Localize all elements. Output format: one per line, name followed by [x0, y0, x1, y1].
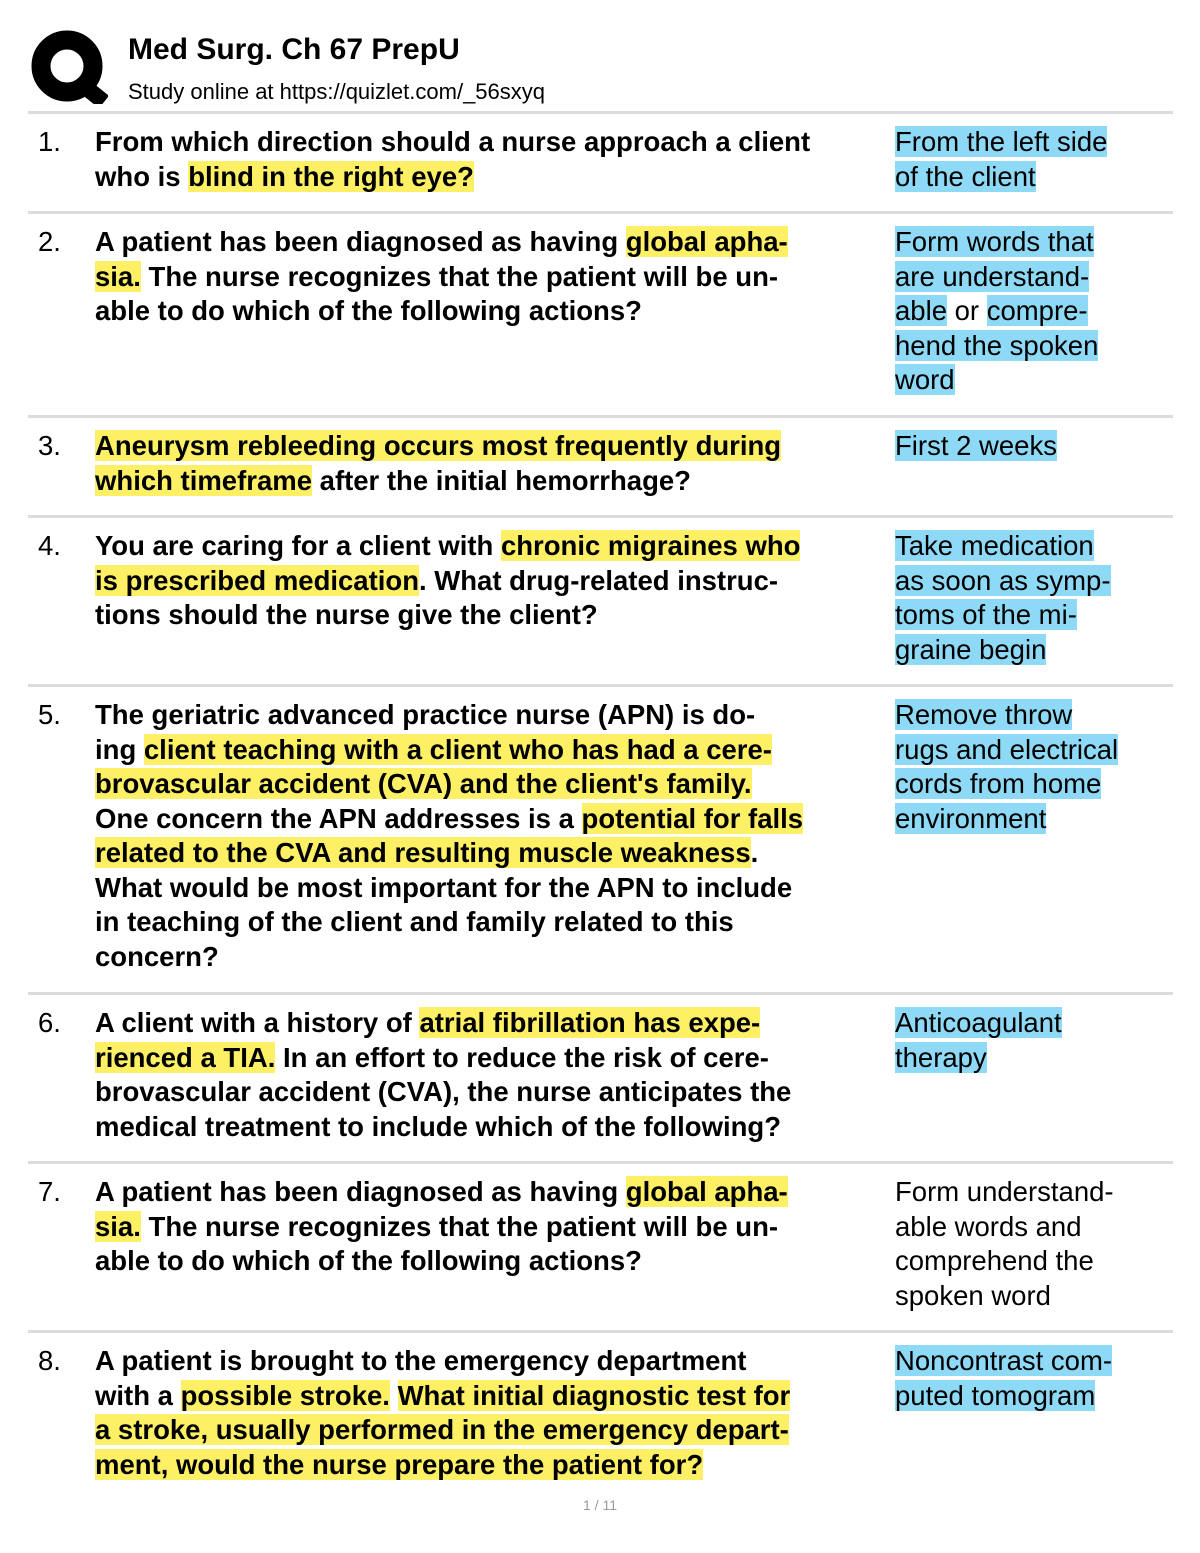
- highlighted-text: Take medication: [895, 530, 1094, 561]
- text-segment: A patient has been diagnosed as having: [95, 1176, 626, 1207]
- divider: [28, 111, 1173, 114]
- card-answer: [895, 1175, 1180, 1313]
- answer-line: [895, 363, 1180, 398]
- answer-line: [895, 1210, 1180, 1245]
- divider: [28, 1161, 1173, 1164]
- divider: [28, 211, 1173, 214]
- question-line: [95, 1210, 895, 1245]
- highlighted-text: are understand-: [895, 260, 1090, 292]
- highlighted-text: therapy: [895, 1041, 987, 1073]
- divider: [28, 1330, 1173, 1333]
- text-segment: medical treatment to include which of the following?: [95, 1110, 782, 1142]
- page-header: [30, 28, 1172, 108]
- highlighted-text: able: [895, 295, 947, 326]
- card-number: 7.: [38, 1176, 61, 1207]
- question-line: [95, 1041, 895, 1076]
- card-answer: [895, 698, 1180, 836]
- card-number: 8.: [38, 1345, 61, 1376]
- highlighted-text: First 2 weeks: [895, 430, 1057, 461]
- answer-line: [895, 1041, 1180, 1076]
- question-line: [95, 1006, 895, 1041]
- question-line: [95, 698, 895, 733]
- highlighted-text: global apha-: [625, 1176, 788, 1207]
- question-line: [95, 294, 895, 329]
- text-segment: able to do which of the following actions?: [95, 295, 642, 326]
- answer-line: [895, 125, 1180, 160]
- quizlet-logo-icon: [30, 28, 108, 104]
- highlighted-text: as soon as symp-: [895, 564, 1111, 596]
- text-segment: tions should the nurse give the client?: [95, 599, 598, 630]
- highlighted-text: puted tomogram: [895, 1379, 1096, 1411]
- answer-line: [895, 1344, 1180, 1379]
- answer-line: [895, 225, 1180, 260]
- text-segment: after the initial hemorrhage?: [312, 464, 691, 496]
- question-line: [95, 125, 895, 160]
- question-line: [95, 429, 895, 464]
- card-question: [95, 1344, 895, 1482]
- answer-line: [895, 698, 1180, 733]
- answer-line: [895, 160, 1180, 195]
- text-segment: brovascular accident (CVA), the nurse anticipates the: [95, 1076, 792, 1107]
- highlighted-text: ment, would the nurse prepare the patient for?: [95, 1448, 704, 1480]
- text-segment: One concern the APN addresses is a: [95, 802, 582, 834]
- question-line: [95, 1448, 895, 1483]
- divider: [28, 415, 1173, 418]
- card-number: 2.: [38, 226, 61, 257]
- answer-line: [895, 329, 1180, 364]
- answer-line: [895, 733, 1180, 768]
- highlighted-text: cords from home: [895, 768, 1102, 799]
- answer-line: [895, 1244, 1180, 1279]
- answer-line: [895, 767, 1180, 802]
- text-segment: Form understand-: [895, 1176, 1114, 1207]
- divider: [28, 515, 1173, 518]
- highlighted-text: Remove throw: [895, 699, 1073, 730]
- text-segment: What would be most important for the APN to include: [95, 871, 793, 903]
- highlighted-text: global apha-: [625, 226, 788, 257]
- card-number: 6.: [38, 1007, 61, 1038]
- question-line: [95, 1075, 895, 1110]
- question-line: [95, 1110, 895, 1145]
- answer-line: [895, 633, 1180, 668]
- card-answer: [895, 529, 1180, 667]
- highlighted-text: chronic migraines who: [500, 530, 801, 561]
- card-answer: [895, 1344, 1180, 1413]
- highlighted-text: related to the CVA and resulting muscle weakness: [95, 837, 751, 868]
- highlighted-text: From the left side: [895, 126, 1108, 157]
- text-segment: In an effort to reduce the risk of cere-: [275, 1041, 769, 1073]
- text-segment: .: [750, 837, 759, 868]
- highlighted-text: sia.: [95, 1210, 141, 1242]
- question-line: [95, 836, 895, 871]
- text-segment: A patient is brought to the emergency department: [95, 1345, 747, 1376]
- question-line: [95, 733, 895, 768]
- text-segment: in teaching of the client and family related to this: [95, 906, 734, 937]
- text-segment: [390, 1380, 398, 1411]
- highlighted-text: environment: [895, 802, 1047, 834]
- page-indicator: 1 / 11: [583, 1497, 617, 1513]
- card-answer: [895, 225, 1180, 398]
- highlighted-text: which timeframe: [95, 464, 313, 496]
- answer-line: [895, 564, 1180, 599]
- card-answer: [895, 429, 1180, 464]
- highlighted-text: Anticoagulant: [895, 1007, 1062, 1038]
- question-line: [95, 940, 895, 975]
- highlighted-text: potential for falls: [581, 802, 804, 834]
- question-line: [95, 871, 895, 906]
- text-segment: A patient has been diagnosed as having: [95, 226, 626, 257]
- highlighted-text: blind in the right eye?: [188, 160, 474, 192]
- card-question: [95, 1175, 895, 1279]
- card-question: [95, 429, 895, 498]
- question-line: [95, 1413, 895, 1448]
- card-question: [95, 225, 895, 329]
- card-number: 3.: [38, 430, 61, 461]
- card-number: 4.: [38, 530, 61, 561]
- answer-line: [895, 260, 1180, 295]
- question-line: [95, 767, 895, 802]
- question-line: [95, 905, 895, 940]
- text-segment: The nurse recognizes that the patient will be un-: [140, 260, 779, 292]
- highlighted-text: possible stroke.: [180, 1379, 390, 1411]
- question-line: [95, 529, 895, 564]
- highlighted-text: is prescribed medication: [95, 564, 419, 596]
- highlighted-text: word: [895, 364, 955, 395]
- highlighted-text: Form words that: [895, 226, 1094, 257]
- answer-line: [895, 1006, 1180, 1041]
- card-number: 5.: [38, 699, 61, 730]
- divider: [28, 684, 1173, 687]
- highlighted-text: compre-: [986, 295, 1088, 326]
- answer-line: [895, 294, 1180, 329]
- highlighted-text: rienced a TIA.: [95, 1041, 276, 1073]
- card-answer: [895, 125, 1180, 194]
- text-segment: able to do which of the following actions?: [95, 1245, 642, 1276]
- highlighted-text: Noncontrast com-: [895, 1345, 1113, 1376]
- question-line: [95, 564, 895, 599]
- card-question: [95, 125, 895, 194]
- question-line: [95, 464, 895, 499]
- text-segment: comprehend the: [895, 1245, 1094, 1276]
- answer-line: [895, 1175, 1180, 1210]
- text-segment: The geriatric advanced practice nurse (APN) is do-: [95, 699, 756, 730]
- page-title: Med Surg. Ch 67 PrepU: [128, 33, 460, 66]
- highlighted-text: client teaching with a client who has had a cere-: [143, 733, 772, 765]
- answer-line: [895, 429, 1180, 464]
- highlighted-text: rugs and electrical: [895, 733, 1119, 765]
- highlighted-text: brovascular accident (CVA) and the client's family.: [95, 768, 752, 799]
- question-line: [95, 160, 895, 195]
- divider: [28, 992, 1173, 995]
- question-line: [95, 598, 895, 633]
- card-question: [95, 698, 895, 974]
- text-segment: or: [947, 295, 987, 326]
- highlighted-text: hend the spoken: [895, 329, 1099, 361]
- highlighted-text: Aneurysm rebleeding occurs most frequently during: [95, 430, 782, 461]
- text-segment: . What drug-related instruc-: [419, 564, 779, 596]
- question-line: [95, 1379, 895, 1414]
- question-line: [95, 1344, 895, 1379]
- question-line: [95, 225, 895, 260]
- answer-line: [895, 802, 1180, 837]
- text-segment: able words and: [895, 1210, 1082, 1242]
- text-segment: concern?: [95, 940, 219, 972]
- highlighted-text: sia.: [95, 260, 141, 292]
- card-answer: [895, 1006, 1180, 1075]
- text-segment: The nurse recognizes that the patient will be un-: [140, 1210, 779, 1242]
- highlighted-text: atrial fibrillation has expe-: [419, 1007, 761, 1038]
- text-segment: From which direction should a nurse approach a client: [95, 126, 811, 157]
- text-segment: You are caring for a client with: [95, 530, 501, 561]
- text-segment: who is: [95, 160, 189, 192]
- question-line: [95, 1175, 895, 1210]
- highlighted-text: What initial diagnostic test for: [397, 1379, 791, 1411]
- card-question: [95, 1006, 895, 1144]
- answer-line: [895, 529, 1180, 564]
- card-question: [95, 529, 895, 633]
- answer-line: [895, 598, 1180, 633]
- text-segment: A client with a history of: [95, 1007, 420, 1038]
- highlighted-text: of the client: [895, 160, 1036, 192]
- question-line: [95, 802, 895, 837]
- text-segment: ing: [95, 733, 144, 765]
- card-number: 1.: [38, 126, 61, 157]
- highlighted-text: a stroke, usually performed in the emergency depart-: [95, 1414, 789, 1445]
- answer-line: [895, 1279, 1180, 1314]
- question-line: [95, 1244, 895, 1279]
- highlighted-text: graine begin: [895, 633, 1047, 665]
- highlighted-text: toms of the mi-: [895, 599, 1077, 630]
- study-online-link[interactable]: Study online at https://quizlet.com/_56sxyq: [128, 79, 546, 104]
- answer-line: [895, 1379, 1180, 1414]
- text-segment: with a: [95, 1379, 181, 1411]
- text-segment: spoken word: [895, 1279, 1051, 1311]
- question-line: [95, 260, 895, 295]
